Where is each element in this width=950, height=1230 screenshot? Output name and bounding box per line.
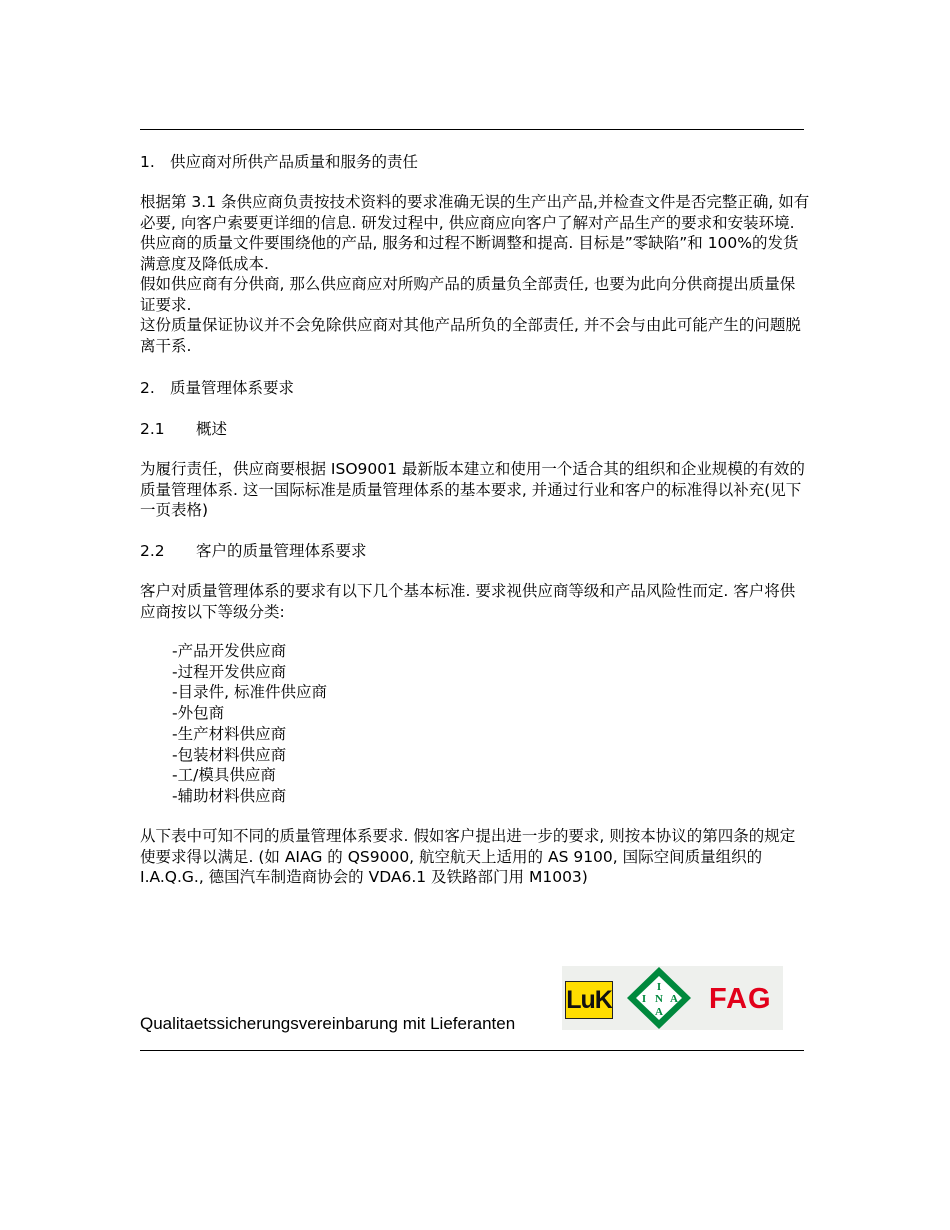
footer-title: Qualitaetssicherungsvereinbarung mit Lieferanten xyxy=(140,1014,516,1033)
paragraph: 这份质量保证协议并不会免除供应商对其他产品所负的全部责任, 并不会与由此可能产生的问题脱离干系. xyxy=(140,316,801,355)
paragraph: 客户对质量管理体系的要求有以下几个基本标准. 要求视供应商等级和产品风险性而定. 客户将供应商按以下等级分类: xyxy=(140,582,796,621)
section-2-2-intro xyxy=(140,581,810,622)
section-number: 1. xyxy=(140,153,155,171)
list-item: -生产材料供应商 xyxy=(172,724,287,743)
svg-text:A: A xyxy=(670,993,678,1005)
section-title: 供应商对所供产品质量和服务的责任 xyxy=(170,153,419,171)
section-number: 2.2 xyxy=(140,542,165,560)
section-title: 概述 xyxy=(196,420,228,438)
list-item: -过程开发供应商 xyxy=(172,662,287,681)
list-item: -外包商 xyxy=(172,704,225,723)
paragraph: 假如供应商有分供商, 那么供应商应对所购产品的质量负全部责任, 也要为此向分供商提出质量保证要求. xyxy=(140,275,796,314)
paragraph: 根据第 3.1 条供应商负责按技术资料的要求准确无误的生产出产品,并检查文件是否完整正确, 如有必要, 向客户索要更详细的信息. 研发过程中, 供应商应向客户了解对产品生产的要求和安装环境. 供应商的质量文件要围绕他的产品, 服务和过程不断调整和提高. 目标是”零缺陷”和 100%的发货满意度及降低成本. xyxy=(140,193,810,273)
ina-logo xyxy=(626,966,692,1030)
list-item: -辅助材料供应商 xyxy=(172,786,287,805)
section-number: 2.1 xyxy=(140,420,165,438)
section-title: 质量管理体系要求 xyxy=(170,379,295,397)
svg-text:N: N xyxy=(655,993,663,1005)
section-number: 2. xyxy=(140,379,155,397)
paragraph: 从下表中可知不同的质量管理体系要求. 假如客户提出进一步的要求, 则按本协议的第四条的规定使要求得以满足. (如 AIAG 的 QS9000, 航空航天上适用的 AS 9100, 国际空间质量组织的 I.A.Q.G., 德国汽车制造商协会的 VDA6.1 及铁路部门用 M1003) xyxy=(140,827,796,886)
list-item: -包装材料供应商 xyxy=(172,745,287,764)
section-2-1-body xyxy=(140,459,810,521)
section-title: 客户的质量管理体系要求 xyxy=(196,542,367,560)
svg-text:A: A xyxy=(655,1006,663,1018)
section-2-2-closing xyxy=(140,826,810,888)
list-item: -工/模具供应商 xyxy=(172,766,276,785)
section-2-2-heading xyxy=(140,541,367,561)
paragraph: 为履行责任，供应商要根据 ISO9001 最新版本建立和使用一个适合其的组织和企业规模的有效的质量管理体系. 这一国际标准是质量管理体系的基本要求, 并通过行业和客户的标准得以补充(见下一页表格) xyxy=(140,460,805,519)
section-1-heading xyxy=(140,152,418,172)
list-item: -目录件, 标准件供应商 xyxy=(172,683,327,702)
luk-logo: LuK xyxy=(565,981,613,1019)
company-logos xyxy=(562,966,783,1030)
fag-logo: FAG xyxy=(709,983,772,1015)
section-1-body xyxy=(140,192,810,356)
section-2-1-heading xyxy=(140,419,227,439)
bottom-rule xyxy=(140,1050,804,1051)
section-2-heading xyxy=(140,378,294,398)
top-rule xyxy=(140,129,804,130)
svg-text:I: I xyxy=(656,981,662,993)
supplier-category-list xyxy=(172,641,327,807)
svg-text:I: I xyxy=(641,993,647,1005)
list-item: -产品开发供应商 xyxy=(172,642,287,660)
